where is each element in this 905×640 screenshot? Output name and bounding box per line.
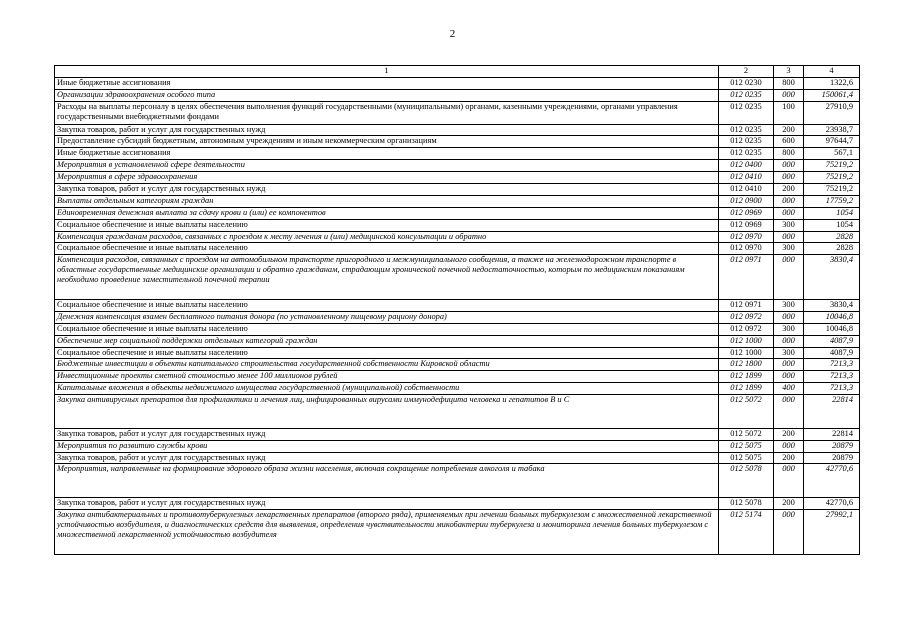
cell-name: Расходы на выплаты персоналу в целях обеспечения выполнения функций государственными (муниципальными) органами, казенными учреждениями, органами управления государственными внебюджетными фондами	[55, 101, 719, 124]
cell-code: 012 1000	[719, 347, 774, 359]
cell-code: 012 5075	[719, 452, 774, 464]
cell-amount: 1054	[804, 219, 860, 231]
table-row	[55, 136, 860, 148]
cell-name: Мероприятия в установленной сфере деятельности	[55, 160, 719, 172]
cell-name: Мероприятия в сфере здравоохранения	[55, 172, 719, 184]
cell-name: Иные бюджетные ассигнования	[55, 148, 719, 160]
cell-code: 012 0235	[719, 136, 774, 148]
cell-name: Выплаты отдельным категориям граждан	[55, 195, 719, 207]
cell-code: 012 5072	[719, 395, 774, 429]
table-row	[55, 172, 860, 184]
cell-code: 012 0969	[719, 219, 774, 231]
cell-code: 012 0971	[719, 255, 774, 300]
cell-code: 012 0900	[719, 195, 774, 207]
cell-amount: 23938,7	[804, 124, 860, 136]
table-row	[55, 195, 860, 207]
cell-code: 012 1899	[719, 371, 774, 383]
cell-vr: 000	[774, 160, 804, 172]
cell-amount: 2828	[804, 231, 860, 243]
table-row	[55, 219, 860, 231]
cell-amount: 10046,8	[804, 311, 860, 323]
cell-code: 012 0400	[719, 160, 774, 172]
table-row	[55, 395, 860, 429]
cell-code: 012 1800	[719, 359, 774, 371]
cell-vr: 300	[774, 347, 804, 359]
cell-amount: 150061,4	[804, 89, 860, 101]
cell-amount: 567,1	[804, 148, 860, 160]
cell-code: 012 0969	[719, 207, 774, 219]
table-row	[55, 335, 860, 347]
cell-amount: 42770,6	[804, 498, 860, 510]
cell-name: Закупка товаров, работ и услуг для государственных нужд	[55, 428, 719, 440]
header-cell-code: 2	[719, 66, 774, 78]
budget-table	[54, 65, 860, 555]
cell-amount: 7213,3	[804, 371, 860, 383]
cell-vr: 800	[774, 78, 804, 90]
cell-amount: 75219,2	[804, 172, 860, 184]
table-row	[55, 231, 860, 243]
cell-vr: 400	[774, 383, 804, 395]
cell-code: 012 0230	[719, 78, 774, 90]
cell-amount: 2828	[804, 243, 860, 255]
cell-name: Социальное обеспечение и иные выплаты населению	[55, 299, 719, 311]
cell-amount: 42770,6	[804, 464, 860, 498]
cell-vr: 200	[774, 428, 804, 440]
cell-vr: 200	[774, 184, 804, 196]
cell-code: 012 0410	[719, 184, 774, 196]
cell-vr: 100	[774, 101, 804, 124]
cell-amount: 22814	[804, 395, 860, 429]
table-row	[55, 207, 860, 219]
cell-amount: 20879	[804, 452, 860, 464]
cell-code: 012 5072	[719, 428, 774, 440]
cell-amount: 3830,4	[804, 299, 860, 311]
cell-name: Инвестиционные проекты сметной стоимостью менее 100 миллионов рублей	[55, 371, 719, 383]
cell-vr: 200	[774, 498, 804, 510]
table-row	[55, 243, 860, 255]
table-row	[55, 78, 860, 90]
table-row	[55, 359, 860, 371]
cell-vr: 000	[774, 195, 804, 207]
table-row	[55, 464, 860, 498]
table-row	[55, 452, 860, 464]
table-body	[55, 78, 860, 555]
cell-code: 012 0972	[719, 323, 774, 335]
cell-code: 012 0971	[719, 299, 774, 311]
table-row	[55, 311, 860, 323]
cell-name: Социальное обеспечение и иные выплаты населению	[55, 323, 719, 335]
cell-amount: 1322,6	[804, 78, 860, 90]
table-row	[55, 510, 860, 555]
cell-amount: 75219,2	[804, 184, 860, 196]
cell-name: Закупка антивирусных препаратов для профилактики и лечения лиц, инфицированных вирусами иммунодефицита человека и гепатитов В и С	[55, 395, 719, 429]
table-row	[55, 323, 860, 335]
cell-name: Мероприятия по развитию службы крови	[55, 440, 719, 452]
table-row	[55, 428, 860, 440]
cell-name: Обеспечение мер социальной поддержки отдельных категорий граждан	[55, 335, 719, 347]
cell-name: Мероприятия, направленные на формирование здорового образа жизни населения, включая сокращение потребления алкоголя и табака	[55, 464, 719, 498]
cell-amount: 4087,9	[804, 347, 860, 359]
cell-vr: 300	[774, 219, 804, 231]
cell-vr: 000	[774, 359, 804, 371]
cell-vr: 000	[774, 395, 804, 429]
cell-vr: 000	[774, 89, 804, 101]
cell-name: Закупка антибактериальных и противотуберкулезных лекарственных препаратов (второго ряда), применяемых при лечении больных туберкулезом с множественной лекарственной устойчивостью возбудителя, и диагностических средств для выявления, определения чувствительности микобактерии туберкулеза и мониторинга лечения больных туберкулезом с множественной лекарственной устойчивостью возбудителя	[55, 510, 719, 555]
cell-name: Единовременная денежная выплата за сдачу крови и (или) ее компонентов	[55, 207, 719, 219]
header-row	[55, 66, 860, 78]
cell-name: Организации здравоохранения особого типа	[55, 89, 719, 101]
page-number: 2	[449, 28, 456, 40]
table-row	[55, 383, 860, 395]
cell-amount: 7213,3	[804, 359, 860, 371]
cell-vr: 800	[774, 148, 804, 160]
cell-amount: 7213,3	[804, 383, 860, 395]
table-row	[55, 371, 860, 383]
cell-code: 012 0970	[719, 243, 774, 255]
cell-vr: 000	[774, 371, 804, 383]
cell-vr: 000	[774, 207, 804, 219]
cell-vr: 000	[774, 311, 804, 323]
table-row	[55, 347, 860, 359]
table-row	[55, 299, 860, 311]
table-row	[55, 255, 860, 300]
cell-vr: 300	[774, 299, 804, 311]
cell-code: 012 5174	[719, 510, 774, 555]
cell-name: Компенсация гражданам расходов, связанных с проездом к месту лечения и (или) медицинской консультации и обратно	[55, 231, 719, 243]
header-cell-name: 1	[55, 66, 719, 78]
cell-amount: 1054	[804, 207, 860, 219]
cell-vr: 000	[774, 172, 804, 184]
table-row	[55, 440, 860, 452]
table-row	[55, 89, 860, 101]
cell-name: Закупка товаров, работ и услуг для государственных нужд	[55, 452, 719, 464]
header-cell-vr: 3	[774, 66, 804, 78]
table-row	[55, 148, 860, 160]
cell-code: 012 0970	[719, 231, 774, 243]
cell-code: 012 5075	[719, 440, 774, 452]
cell-code: 012 0235	[719, 148, 774, 160]
cell-name: Предоставление субсидий бюджетным, автономным учреждениям и иным некоммерческим организациям	[55, 136, 719, 148]
cell-code: 012 5078	[719, 498, 774, 510]
cell-name: Социальное обеспечение и иные выплаты населению	[55, 243, 719, 255]
cell-code: 012 1000	[719, 335, 774, 347]
cell-name: Иные бюджетные ассигнования	[55, 78, 719, 90]
cell-name: Капитальные вложения в объекты недвижимого имущества государственной (муниципальной) собственности	[55, 383, 719, 395]
cell-amount: 22814	[804, 428, 860, 440]
cell-amount: 4087,9	[804, 335, 860, 347]
cell-vr: 000	[774, 440, 804, 452]
cell-code: 012 0410	[719, 172, 774, 184]
cell-vr: 600	[774, 136, 804, 148]
cell-vr: 000	[774, 335, 804, 347]
cell-vr: 000	[774, 231, 804, 243]
table-row	[55, 184, 860, 196]
header-cell-amount: 4	[804, 66, 860, 78]
cell-name: Закупка товаров, работ и услуг для государственных нужд	[55, 124, 719, 136]
cell-amount: 97644,7	[804, 136, 860, 148]
cell-name: Бюджетные инвестиции в объекты капитального строительства государственной собственности Кировской области	[55, 359, 719, 371]
cell-name: Социальное обеспечение и иные выплаты населению	[55, 347, 719, 359]
cell-code: 012 0235	[719, 101, 774, 124]
cell-code: 012 0235	[719, 124, 774, 136]
cell-code: 012 1899	[719, 383, 774, 395]
cell-name: Компенсация расходов, связанных с проездом на автомобильном транспорте пригородного и межмуниципального сообщения, а также на железнодорожном транспорте в областные государственные медицинские организации и обратно гражданам, страдающим хронической почечной недостаточностью, которым по медицинским показаниям необходимо проведение заместительной почечной терапии	[55, 255, 719, 300]
cell-name: Денежная компенсация взамен бесплатного питания донора (по установленному пищевому рациону донора)	[55, 311, 719, 323]
cell-vr: 300	[774, 243, 804, 255]
cell-vr: 000	[774, 255, 804, 300]
cell-vr: 000	[774, 464, 804, 498]
table-row	[55, 160, 860, 172]
cell-code: 012 0235	[719, 89, 774, 101]
cell-amount: 27910,9	[804, 101, 860, 124]
table-row	[55, 124, 860, 136]
table-row	[55, 498, 860, 510]
cell-vr: 000	[774, 510, 804, 555]
cell-vr: 300	[774, 323, 804, 335]
table-header	[55, 66, 860, 78]
cell-name: Закупка товаров, работ и услуг для государственных нужд	[55, 184, 719, 196]
cell-amount: 20879	[804, 440, 860, 452]
cell-vr: 200	[774, 124, 804, 136]
cell-amount: 75219,2	[804, 160, 860, 172]
cell-code: 012 5078	[719, 464, 774, 498]
cell-code: 012 0972	[719, 311, 774, 323]
cell-amount: 17759,2	[804, 195, 860, 207]
cell-name: Закупка товаров, работ и услуг для государственных нужд	[55, 498, 719, 510]
table-row	[55, 101, 860, 124]
cell-vr: 200	[774, 452, 804, 464]
cell-amount: 3830,4	[804, 255, 860, 300]
cell-amount: 10046,8	[804, 323, 860, 335]
cell-amount: 27992,1	[804, 510, 860, 555]
cell-name: Социальное обеспечение и иные выплаты населению	[55, 219, 719, 231]
